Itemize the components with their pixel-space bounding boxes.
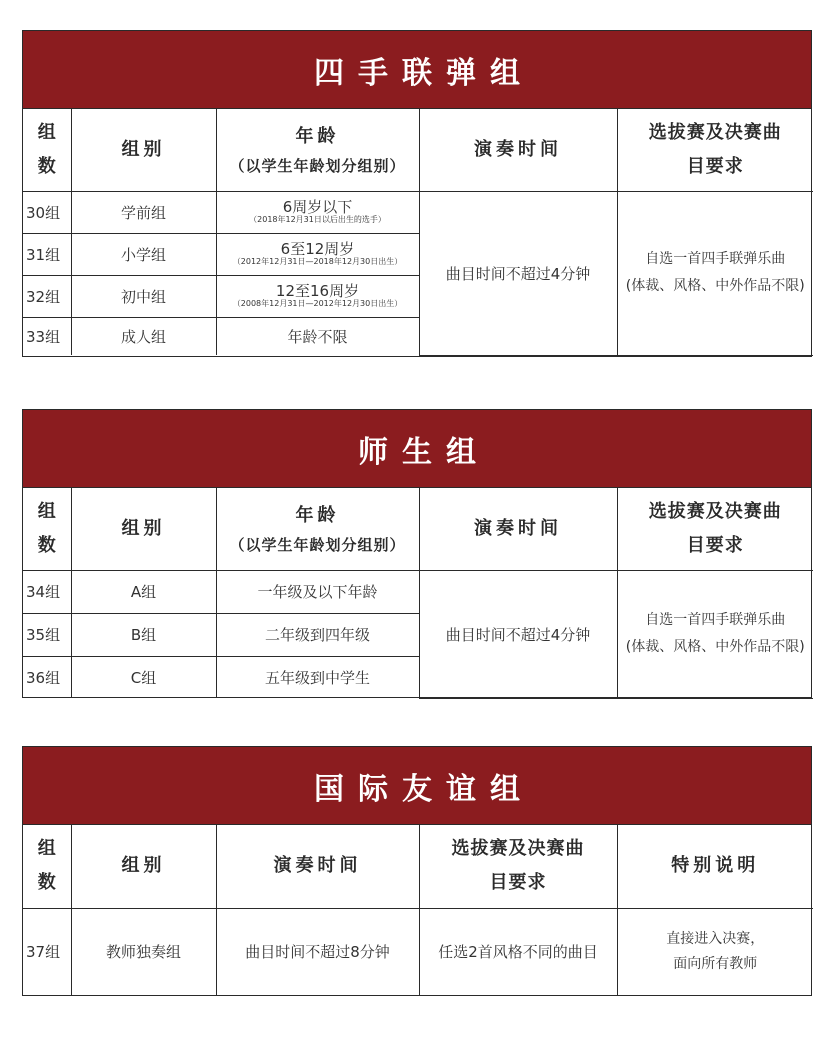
row-age: 12至16周岁 （2008年12月31日—2012年12月30日出生）	[216, 275, 419, 317]
section-international	[22, 746, 812, 996]
row-req: 任选2首风格不同的曲目	[419, 908, 617, 995]
header-age: 年龄 （以学生年龄划分组别）	[216, 488, 419, 570]
row-req: 自选一首四手联弹乐曲 (体裁、风格、中外作品不限)	[617, 191, 813, 355]
header-req: 选拔赛及决赛曲目要求	[617, 488, 813, 570]
table-header-row	[23, 488, 813, 570]
row-time: 曲目时间不超过4分钟	[419, 191, 617, 355]
row-age: 一年级及以下年龄	[216, 570, 419, 613]
header-num: 组数	[23, 109, 71, 191]
row-num: 31组	[23, 233, 71, 275]
row-age: 年龄不限	[216, 317, 419, 355]
header-category: 组别	[71, 825, 216, 908]
row-num: 32组	[23, 275, 71, 317]
table-header-row	[23, 825, 813, 908]
row-age: 五年级到中学生	[216, 656, 419, 698]
section-four-hands	[22, 30, 812, 357]
table-row	[23, 191, 813, 233]
international-table	[23, 825, 813, 995]
row-num: 37组	[23, 908, 71, 995]
row-num: 36组	[23, 656, 71, 698]
table-header-row	[23, 109, 813, 191]
section-title-banner	[23, 410, 811, 488]
four-hands-table	[23, 109, 813, 356]
row-age: 6至12周岁 （2012年12月31日—2018年12月30日出生）	[216, 233, 419, 275]
header-time: 演奏时间	[419, 488, 617, 570]
section-teacher-student	[22, 409, 812, 698]
row-category: 成人组	[71, 317, 216, 355]
header-time: 演奏时间	[419, 109, 617, 191]
header-category: 组别	[71, 488, 216, 570]
teacher-student-table	[23, 488, 813, 699]
row-time: 曲目时间不超过8分钟	[216, 908, 419, 995]
row-age: 6周岁以下 （2018年12月31日以后出生的选手）	[216, 191, 419, 233]
section-title: 四手联弹组	[314, 55, 534, 91]
header-category: 组别	[71, 109, 216, 191]
header-note: 特别说明	[617, 825, 813, 908]
section-title: 师生组	[358, 434, 490, 470]
table-row	[23, 570, 813, 613]
table-row	[23, 908, 813, 995]
header-num: 组数	[23, 825, 71, 908]
row-category: B组	[71, 613, 216, 656]
header-num: 组数	[23, 488, 71, 570]
header-time: 演奏时间	[216, 825, 419, 908]
row-req: 自选一首四手联弹乐曲 (体裁、风格、中外作品不限)	[617, 570, 813, 698]
header-req: 选拔赛及决赛曲目要求	[617, 109, 813, 191]
row-num: 34组	[23, 570, 71, 613]
section-title-banner	[23, 747, 811, 825]
row-category: 小学组	[71, 233, 216, 275]
row-note: 直接进入决赛， 面向所有教师	[617, 908, 813, 995]
row-category: 学前组	[71, 191, 216, 233]
row-num: 33组	[23, 317, 71, 355]
row-category: 教师独奏组	[71, 908, 216, 995]
section-title-banner	[23, 31, 811, 109]
row-age: 二年级到四年级	[216, 613, 419, 656]
row-time: 曲目时间不超过4分钟	[419, 570, 617, 698]
header-req: 选拔赛及决赛曲目要求	[419, 825, 617, 908]
section-title: 国际友谊组	[314, 771, 534, 807]
row-category: C组	[71, 656, 216, 698]
row-category: 初中组	[71, 275, 216, 317]
row-num: 35组	[23, 613, 71, 656]
row-num: 30组	[23, 191, 71, 233]
header-age: 年龄 （以学生年龄划分组别）	[216, 109, 419, 191]
row-category: A组	[71, 570, 216, 613]
